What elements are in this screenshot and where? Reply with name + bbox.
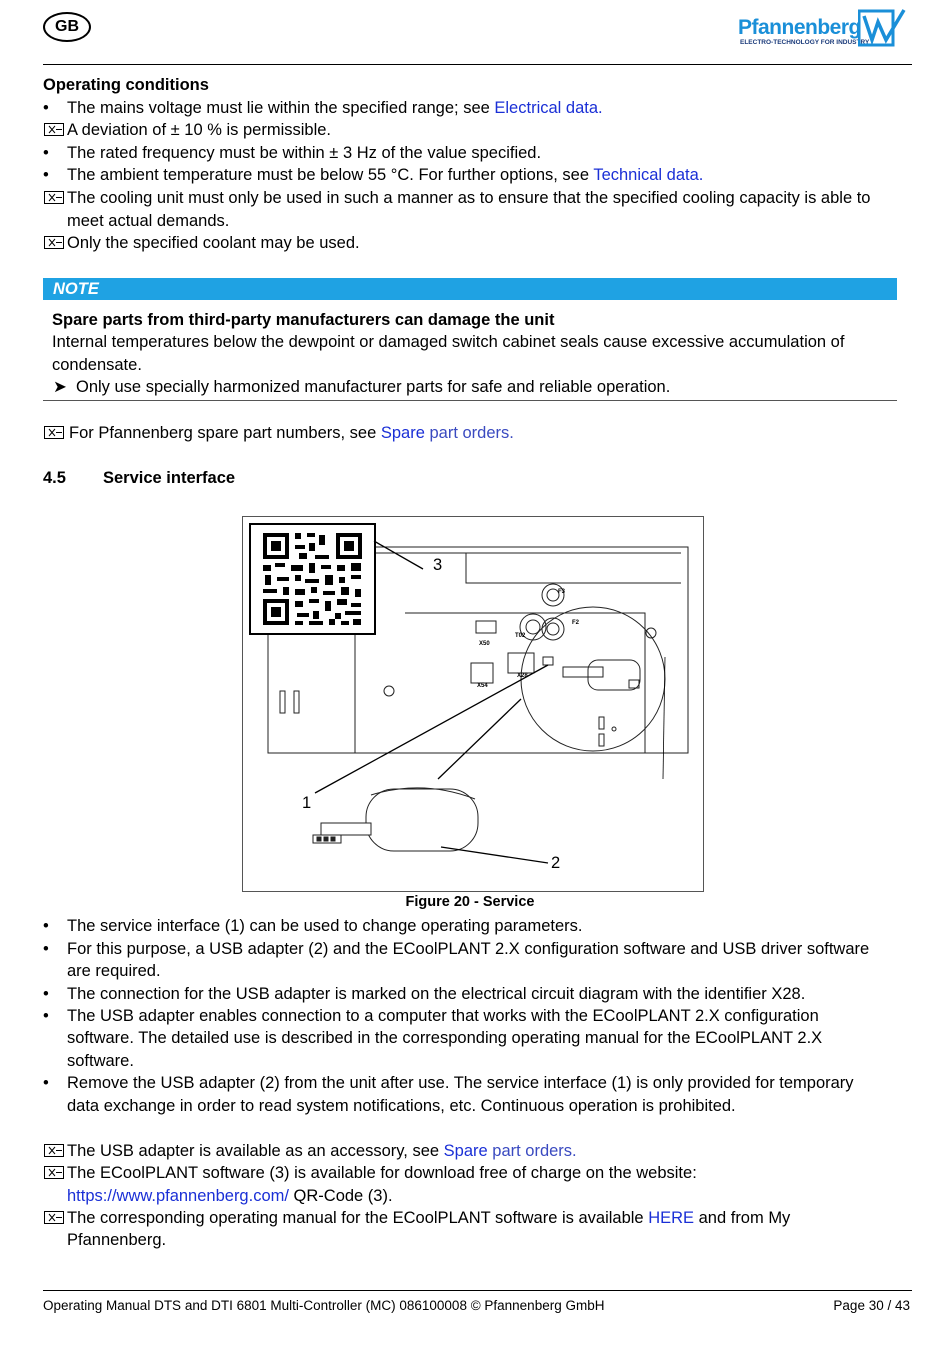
conn-label: X50 [479, 641, 490, 647]
note-arrow-icon [44, 1144, 64, 1157]
brand-name: Pfannenberg [738, 16, 861, 39]
note-bar: NOTE [43, 278, 897, 300]
bullet-icon: • [43, 1007, 49, 1025]
list-item-cont: software. The detailed use is described in the corresponding operating manual for the ECoolPLANT 2.X [67, 1029, 823, 1047]
list-item: For this purpose, a USB adapter (2) and the ECoolPLANT 2.X configuration software and USB driver software [67, 940, 870, 958]
list-item: The rated frequency must be within ± 3 Hz of the value specified. [67, 144, 542, 162]
note-arrow-icon [44, 1166, 64, 1179]
list-item-cont: are required. [67, 962, 161, 980]
electrical-data-link[interactable]: Electrical data. [494, 99, 603, 117]
bullet-icon: • [43, 99, 49, 117]
footer-rule [43, 1290, 912, 1291]
footer-left: Operating Manual DTS and DTI 6801 Multi-Controller (MC) 086100008 © Pfannenberg GmbH [43, 1298, 605, 1313]
note-line-cont: Pfannenberg. [67, 1231, 167, 1249]
spare-parts-line: For Pfannenberg spare part numbers, see Spare part orders. [69, 424, 514, 442]
note-rule [43, 400, 897, 401]
list-item: The connection for the USB adapter is marked on the electrical circuit diagram with the identifier X28. [67, 985, 806, 1003]
callout-2: 2 [551, 854, 561, 872]
callout-3: 3 [433, 556, 443, 574]
brand-tagline: ELECTRO-TECHNOLOGY FOR INDUSTRY [740, 39, 870, 46]
bullet-icon: • [43, 917, 49, 935]
technical-data-link[interactable]: Technical data. [593, 166, 704, 184]
note-line: The cooling unit must only be used in such a manner as to ensure that the specified cooling capacity is able to [67, 189, 871, 207]
list-item: The USB adapter enables connection to a computer that works with the ECoolPLANT 2.X configuration [67, 1007, 819, 1025]
language-badge: GB [43, 12, 91, 42]
part-orders-link[interactable]: part orders. [492, 1142, 577, 1160]
callout-1: 1 [302, 794, 312, 812]
spare-link[interactable]: Spare [443, 1142, 488, 1160]
note-arrow-icon [44, 123, 64, 136]
brand-mark-icon [858, 8, 910, 48]
note-arrow-icon [44, 1211, 64, 1224]
conn-label: X28 [517, 673, 528, 679]
header-rule [43, 64, 912, 65]
list-item: The ambient temperature must be below 55 °C. For further options, see Technical data. [67, 166, 704, 184]
list-item-cont: data exchange in order to read system notifications, etc. Continuous operation is prohibited. [67, 1097, 736, 1115]
note-arrow-icon [44, 191, 64, 204]
footer-page-number: Page 30 / 43 [833, 1298, 910, 1313]
conn-label: F3 [558, 589, 566, 595]
note-line: The USB adapter is available as an accessory, see Spare part orders. [67, 1142, 577, 1160]
service-figure [242, 516, 704, 892]
note-line: The ECoolPLANT software (3) is available for download free of charge on the website: [67, 1164, 697, 1182]
conn-label: X54 [477, 683, 488, 689]
website-link[interactable]: https://www.pfannenberg.com/ [67, 1187, 289, 1205]
note-line-cont: meet actual demands. [67, 212, 230, 230]
note-title: Spare parts from third-party manufacturers can damage the unit [52, 311, 555, 329]
note-line-cont: https://www.pfannenberg.com/ QR-Code (3). [67, 1187, 393, 1205]
brand-logo [738, 6, 913, 50]
list-item-cont: software. [67, 1052, 134, 1070]
conn-label: T02 [515, 633, 526, 639]
spare-link[interactable]: Spare [380, 424, 425, 442]
bullet-icon: • [43, 940, 49, 958]
list-item: Remove the USB adapter (2) from the unit after use. The service interface (1) is only provided for temporary [67, 1074, 854, 1092]
list-item: The service interface (1) can be used to change operating parameters. [67, 917, 583, 935]
bullet-icon: • [43, 1074, 49, 1092]
action-arrow-icon: ➤ [53, 378, 67, 396]
list-item: The mains voltage must lie within the specified range; see Electrical data. [67, 99, 603, 117]
note-line: A deviation of ± 10 % is permissible. [67, 121, 332, 139]
part-orders-link[interactable]: part orders. [429, 424, 514, 442]
bullet-icon: • [43, 144, 49, 162]
section-number: 4.5 [43, 469, 66, 487]
note-body-cont: condensate. [52, 356, 142, 374]
qr-code [250, 524, 375, 634]
note-arrow-icon [44, 236, 64, 249]
note-line: Only the specified coolant may be used. [67, 234, 360, 252]
usb-adapter-drawing [313, 788, 478, 851]
note-body: Internal temperatures below the dewpoint or damaged switch cabinet seals cause excessive accumulation of [52, 333, 845, 351]
note-line: The corresponding operating manual for the ECoolPLANT software is available HERE and from My [67, 1209, 791, 1227]
bullet-icon: • [43, 166, 49, 184]
section-title: Service interface [103, 469, 236, 487]
bullet-icon: • [43, 985, 49, 1003]
operating-heading: Operating conditions [43, 76, 209, 94]
note-action: Only use specially harmonized manufacturer parts for safe and reliable operation. [76, 378, 671, 396]
figure-caption: Figure 20 - Service [405, 894, 535, 910]
note-arrow-icon [44, 426, 64, 439]
manual-here-link[interactable]: HERE [648, 1209, 695, 1227]
conn-label: F2 [572, 620, 580, 626]
